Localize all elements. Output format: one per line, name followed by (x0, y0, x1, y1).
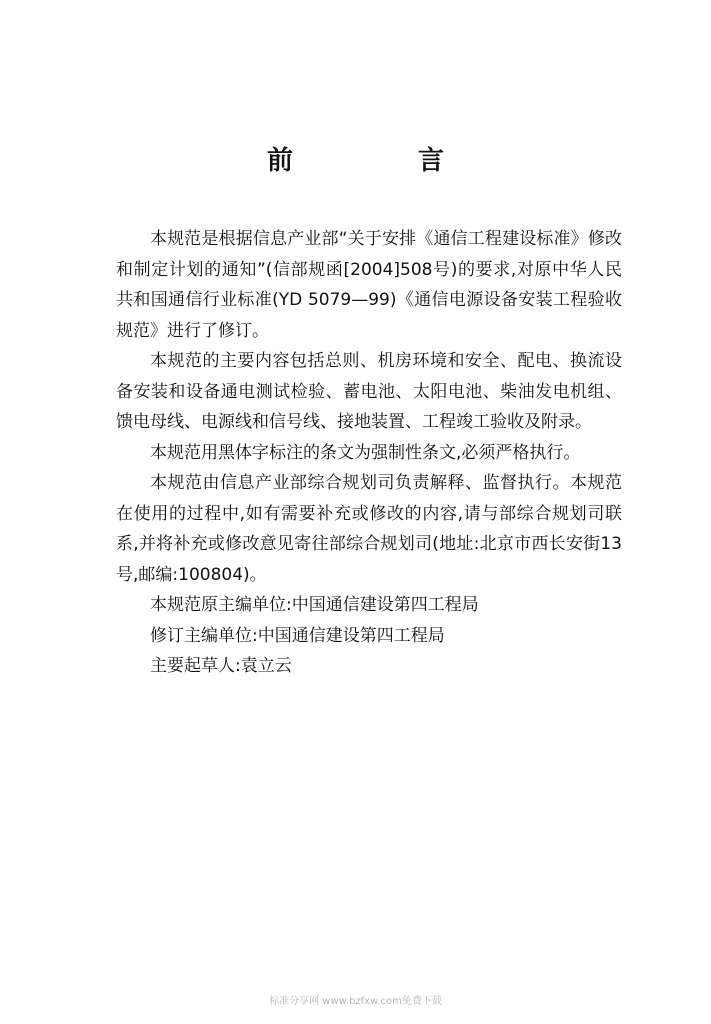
document-body (116, 224, 622, 682)
paragraph-mandatory-clauses: 本规范用黑体字标注的条文为强制性条文,必须严格执行。 (150, 442, 581, 463)
paragraph-interpretation: 本规范由信息产业部综合规划司负责解释、监督执行。本规范在使用的过程中,如有需要补充或修改的内容,请与部综合规划司联系,并将补充或修改意见寄往部综合规划司(地址:北京市西长安街13号,邮编:100804)。 (116, 473, 622, 585)
paragraph-revision-basis: 本规范是根据信息产业部“关于安排《通信工程建设标准》修改和制定计划的通知”(信部规函[2004]508号)的要求,对原中华人民共和国通信行业标准(YD 5079—99)《通信电源设备安装工程验收规范》进行了修订。 (116, 229, 622, 341)
page-title: 前 言 (266, 146, 503, 176)
main-drafter: 主要起草人:袁立云 (150, 656, 292, 676)
paragraph-main-contents: 本规范的主要内容包括总则、机房环境和安全、配电、换流设备安装和设备通电测试检验、蓄电池、太阳电池、柴油发电机组、馈电母线、电源线和信号线、接地装置、工程竣工验收及附录。 (116, 351, 622, 432)
revision-chief-editor-unit: 修订主编单位:中国通信建设第四工程局 (150, 625, 445, 646)
original-chief-editor-unit: 本规范原主编单位:中国通信建设第四工程局 (150, 595, 479, 615)
footer-watermark: 标准分享网 www.bzfxw.com免费下载 (269, 996, 442, 1007)
